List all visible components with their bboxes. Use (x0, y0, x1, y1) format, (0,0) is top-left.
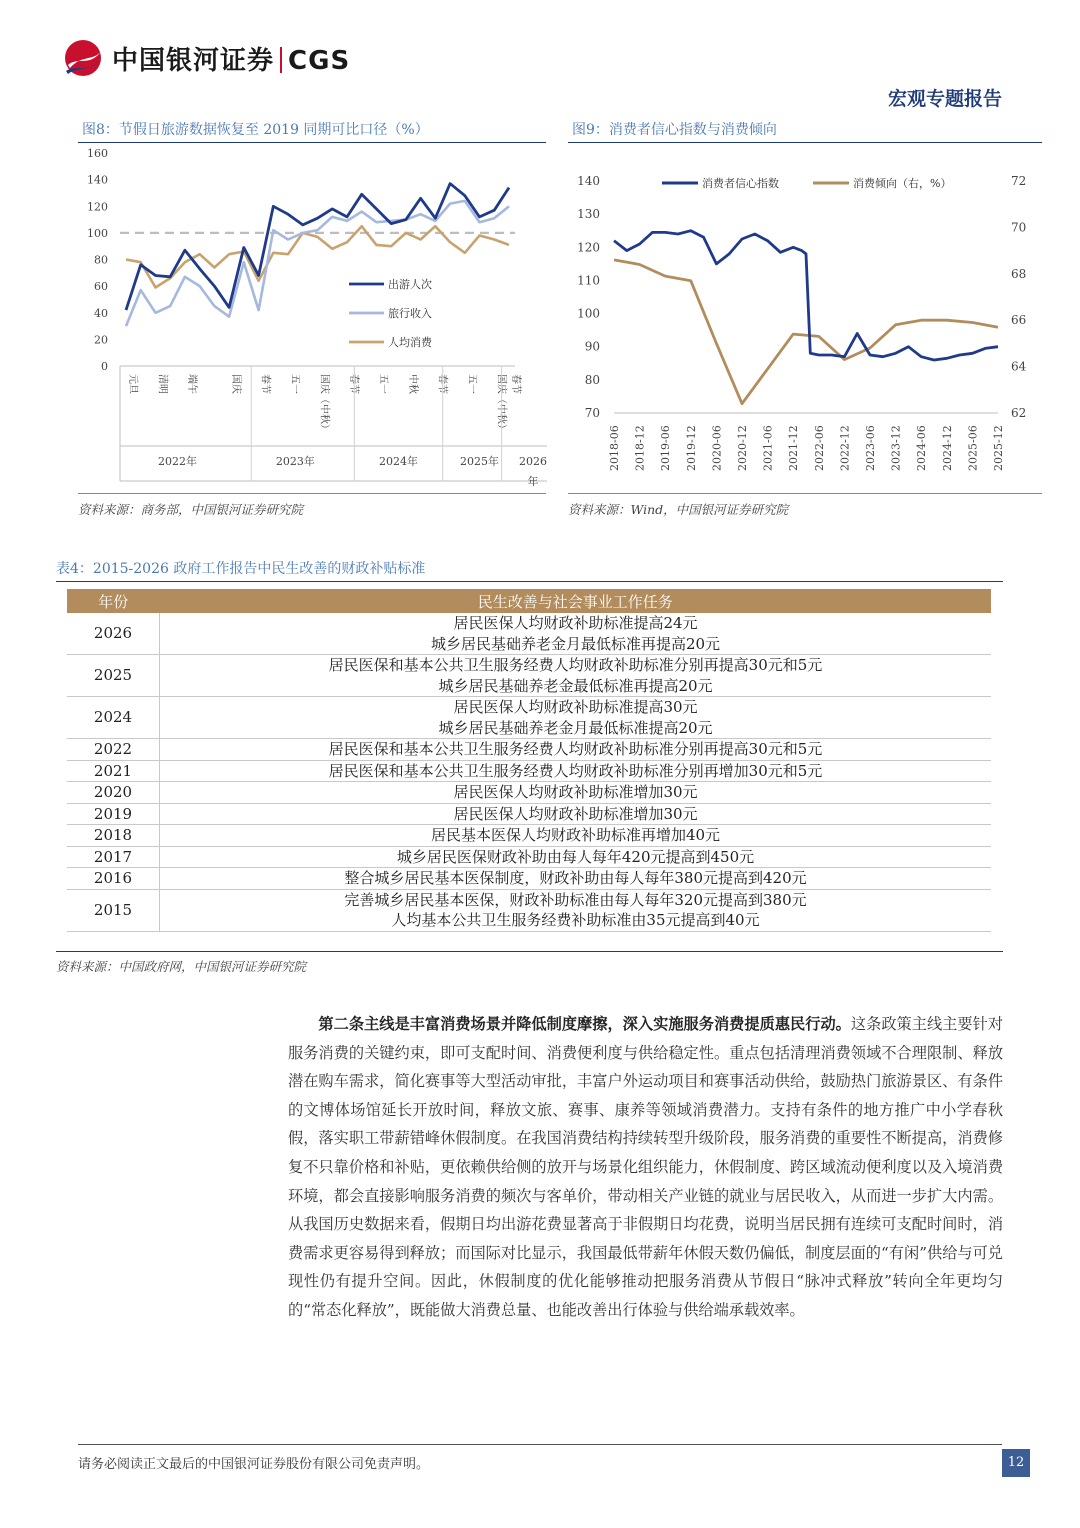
table4-title: 表4：2015-2026 政府工作报告中民生改善的财政补贴标准 (56, 561, 426, 577)
footer-rule (78, 1444, 1002, 1445)
y-right-tick-label: 62 (1011, 406, 1027, 420)
x-tick-label: 国庆（中秋） (318, 374, 330, 434)
table-cell-task (160, 825, 992, 847)
x-tick-label: 2022-06 (812, 425, 826, 471)
brand-abbrev: CGS (288, 46, 351, 76)
task-line: 居民医保人均财政补助标准提高24元 (453, 614, 698, 632)
legend-label: 消费者信心指数 (702, 177, 779, 190)
year-group-label: 2022年 (158, 455, 198, 468)
table-cell-year: 2022 (67, 739, 160, 761)
table-cell-year: 2015 (67, 889, 160, 931)
y-tick-label: 40 (94, 306, 108, 320)
task-line: 城乡居民基础养老金最低标准再提高20元 (438, 676, 713, 695)
table4-top-rule (56, 581, 1003, 582)
x-tick-label: 端午 (185, 374, 197, 394)
x-tick-label: 清明 (156, 374, 168, 394)
page-number: 12 (1002, 1449, 1030, 1477)
x-tick-label: 元旦 (127, 374, 138, 394)
x-tick-label: 2018-06 (608, 425, 621, 471)
y-tick-label: 20 (94, 333, 108, 347)
brand-separator (280, 47, 282, 73)
table-cell-year: 2021 (67, 760, 160, 782)
y-left-tick-label: 80 (584, 372, 600, 387)
x-tick-label: 2018-12 (633, 425, 647, 471)
table-cell-year: 2017 (67, 846, 160, 868)
x-tick-label: 2024-12 (940, 425, 954, 471)
x-tick-label: 春节 (259, 374, 271, 394)
table-row (67, 803, 991, 825)
task-line: 居民医保人均财政补助标准增加30元 (453, 804, 698, 823)
x-tick-label: 五一 (289, 374, 301, 394)
legend-label: 消费倾向（右，%） (853, 177, 952, 190)
table-row (67, 889, 991, 931)
year-group-label-part: 年 (527, 475, 539, 488)
body-lead: 第二条主线是丰富消费场景并降低制度摩擦，深入实施服务消费提质惠民行动。 (318, 1015, 851, 1033)
table-row (67, 655, 991, 697)
table-cell-task (160, 697, 992, 739)
table-cell-task (160, 613, 992, 655)
x-tick-label: 2020-12 (736, 425, 749, 471)
y-tick-label: 60 (94, 280, 108, 294)
table-cell-year: 2026 (67, 613, 160, 655)
x-tick-label: 五一 (465, 374, 477, 394)
x-tick-label: 2020-06 (710, 425, 724, 471)
x-tick-label: 春节 (347, 374, 359, 394)
year-group-label: 2023年 (275, 455, 315, 468)
y-left-tick-label: 120 (577, 240, 600, 255)
x-tick-label: 2019-12 (684, 425, 698, 471)
table4-bottom-rule (56, 951, 1003, 952)
body-paragraph (288, 1010, 1003, 1325)
y-left-tick-label: 140 (577, 174, 600, 188)
table-cell-task (160, 655, 992, 697)
table-cell-year: 2024 (67, 697, 160, 739)
year-group-label: 2025年 (460, 455, 500, 468)
task-line: 居民医保和基本公共卫生服务经费人均财政补助标准分别再增加30元和5元 (328, 761, 823, 780)
y-tick-label: 0 (101, 360, 108, 373)
body-text: 这条政策主线主要针对服务消费的关键约束，即可支配时间、消费便利度与供给稳定性。重点包括清理消费领域不合理限制、释放潜在购车需求，简化赛事等大型活动审批，丰富户外运动项目和赛事活动供给，鼓励热门旅游景区、有条件的文博体场馆延长开放时间，释放文旅、赛事、康养等领域消费潜力。支持有条件的地方推广中小学春秋假，落实职工带薪错峰休假制度。在我国消费结构持续转型升级阶段，服务消费的重要性不断提高，消费修复不只靠价格和补贴，更依赖供给侧的放开与场景化组织能力，休假制度、跨区域流动便利度以及入境消费环境，都会直接影响服务消费的频次与客单价，带动相关产业链的就业与居民收入，从而进一步扩大内需。从我国历史数据来看，假期日均出游花费显著高于非假期日均花费，说明当居民拥有连续可支配时间时，消费需求更容易得到释放；而国际对比显示，我国最低带薪年休假天数仍偏低，制度层面的“有闲”供给与可兑现性仍有提升空间。因此，休假制度的优化能够推动把服务消费从节假日“脉冲式释放”转向全年更均匀的“常态化释放”，既能做大消费总量、也能改善出行体验与供给端承载效率。 (288, 1015, 1004, 1319)
x-tick-label: 国庆 (230, 374, 242, 394)
table-row (67, 846, 991, 868)
table-cell-year: 2018 (67, 825, 160, 847)
brand-logo-icon (60, 38, 106, 78)
table-cell-task (160, 868, 992, 890)
table-body (67, 613, 991, 931)
table-header-row (67, 589, 991, 613)
year-group-label-part: 2026 (519, 455, 547, 468)
table-row (67, 868, 991, 890)
y-tick-label: 80 (94, 253, 108, 267)
table-cell-task (160, 846, 992, 868)
table-row (67, 825, 991, 847)
report-type: 宏观专题报告 (887, 88, 1002, 110)
table-cell-task (160, 760, 992, 782)
table-cell-year: 2020 (67, 782, 160, 804)
task-line: 完善城乡居民基本医保，财政补助标准由每人每年320元提高到380元 (344, 890, 807, 909)
table-cell-year: 2016 (67, 868, 160, 890)
task-line: 居民医保和基本公共卫生服务经费人均财政补助标准分别再提高30元和5元 (328, 740, 823, 758)
y-tick-label: 160 (87, 147, 108, 160)
task-line: 居民医保和基本公共卫生服务经费人均财政补助标准分别再提高30元和5元 (328, 656, 823, 674)
table-cell-year: 2025 (67, 655, 160, 697)
y-left-tick-label: 100 (577, 306, 600, 321)
table-cell-task (160, 803, 992, 825)
brand-text: 中国银河证券 (112, 46, 275, 76)
table-row (67, 613, 991, 655)
x-tick-label: 中秋 (406, 374, 418, 394)
task-line: 城乡居民基础养老金月最低标准提高20元 (438, 718, 713, 737)
legend-label: 人均消费 (388, 336, 432, 349)
figure8-chart (78, 143, 548, 493)
year-group-label: 2024年 (379, 455, 419, 468)
figure8-title: 图8：节假日旅游数据恢复至 2019 同期可比口径（%） (82, 122, 429, 138)
task-line: 人均基本公共卫生服务经费补助标准由35元提高到40元 (391, 911, 760, 929)
x-tick-label: 2021-06 (761, 425, 775, 471)
table-row (67, 697, 991, 739)
y-tick-label: 140 (87, 173, 108, 187)
brand-name (112, 40, 350, 77)
y-left-tick-label: 110 (577, 273, 600, 288)
table4-container (67, 589, 991, 932)
x-tick-label: 春节 (510, 374, 521, 394)
table-row (67, 739, 991, 761)
task-line: 城乡居民基础养老金月最低标准再提高20元 (430, 634, 721, 653)
table-row (67, 760, 991, 782)
x-tick-label: 春节 (436, 374, 448, 394)
figure9-bottom-rule (568, 493, 1042, 494)
task-line: 城乡居民医保财政补助由每人每年420元提高到450元 (396, 847, 755, 866)
x-tick-label: 2022-12 (838, 425, 852, 471)
table4-source: 资料来源：中国政府网，中国银河证券研究院 (56, 959, 307, 974)
year-group-label (519, 455, 547, 488)
table-cell-year: 2019 (67, 803, 160, 825)
task-line: 居民基本医保人均财政补助标准再增加40元 (430, 826, 721, 844)
y-right-tick-label: 72 (1011, 174, 1027, 188)
task-line: 居民医保人均财政补助标准增加30元 (453, 783, 698, 801)
x-tick-label: 2023-12 (889, 425, 903, 471)
task-line: 居民医保人均财政补助标准提高30元 (453, 698, 698, 716)
y-right-tick-label: 68 (1011, 266, 1027, 281)
y-left-tick-label: 90 (584, 339, 600, 354)
x-tick-label: 2025-06 (966, 425, 980, 471)
legend-label: 旅行收入 (388, 307, 432, 320)
x-tick-label: 2019-06 (659, 425, 673, 471)
table-cell-task (160, 782, 992, 804)
x-tick-label: 2023-06 (864, 425, 877, 471)
figure9-chart (568, 143, 1042, 493)
table-cell-task (160, 889, 992, 931)
y-left-tick-label: 70 (584, 406, 600, 420)
x-tick-label: 2021-12 (787, 425, 801, 471)
x-tick-label: 2025-12 (992, 425, 1005, 471)
header-task: 民生改善与社会事业工作任务 (160, 589, 992, 613)
figure9-title: 图9：消费者信心指数与消费倾向 (572, 122, 777, 138)
y-tick-label: 120 (87, 200, 108, 214)
y-tick-label: 100 (87, 226, 108, 240)
x-tick-label: 五一 (377, 374, 389, 394)
footer-disclaimer: 请务必阅读正文最后的中国银河证券股份有限公司免责声明。 (78, 1457, 430, 1472)
table-cell-task (160, 739, 992, 761)
x-tick-label: 国庆（中秋） (495, 374, 507, 434)
series-line-confidence (614, 231, 998, 360)
legend-label: 出游人次 (388, 278, 432, 291)
y-right-tick-label: 64 (1011, 359, 1027, 374)
header-year: 年份 (67, 589, 160, 613)
figure9-source: 资料来源：Wind，中国银河证券研究院 (568, 502, 789, 517)
figure8-source: 资料来源：商务部，中国银河证券研究院 (78, 502, 304, 517)
x-tick-label: 2024-06 (915, 425, 929, 471)
y-right-tick-label: 70 (1011, 220, 1027, 235)
y-right-tick-label: 66 (1011, 313, 1027, 328)
subsidy-table (67, 589, 991, 932)
table-row (67, 782, 991, 804)
task-line: 整合城乡居民基本医保制度，财政补助由每人每年380元提高到420元 (344, 869, 807, 887)
figure8-bottom-rule (78, 493, 546, 494)
y-left-tick-label: 130 (577, 207, 600, 222)
